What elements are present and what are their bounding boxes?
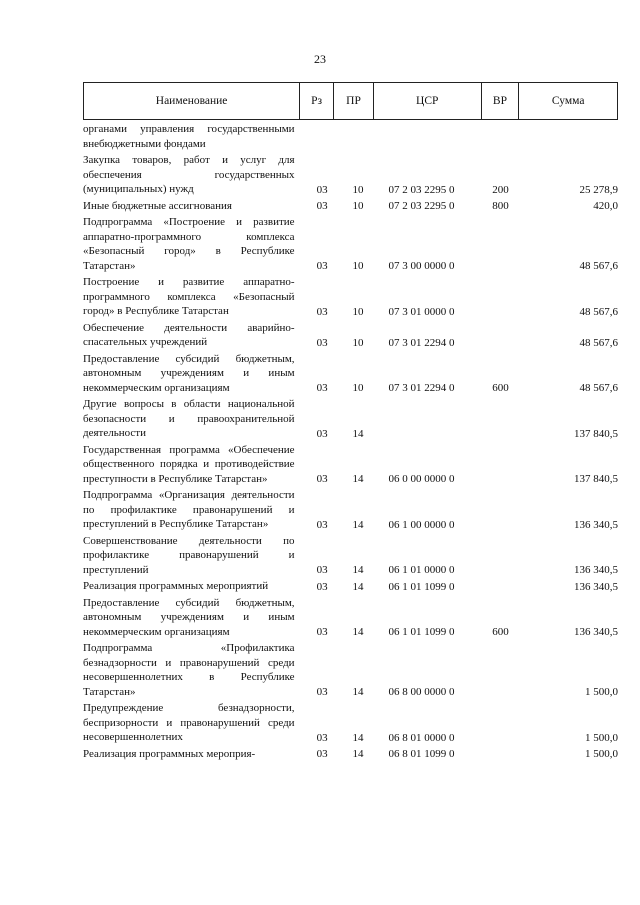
- header-pr: ПР: [334, 83, 374, 119]
- cell-name: Предупреждение безнадзорности, беспризорности и правонарушений среди несовершеннолетних: [83, 702, 295, 743]
- cell-pr: 14: [352, 580, 364, 593]
- cell-sum: 137 840,5: [574, 473, 619, 485]
- cell-rz: 03: [316, 260, 328, 272]
- table-row: [83, 215, 618, 273]
- cell-csr: 07 2 03 2295 0: [388, 200, 455, 212]
- table-row: [83, 701, 618, 745]
- table-row: [83, 199, 618, 214]
- table-row: [83, 579, 618, 594]
- table-row: [83, 352, 618, 396]
- cell-sum: 1 500,0: [585, 686, 619, 698]
- table-row: [83, 122, 618, 151]
- cell-name: Государственная программа «Обеспечение общественного порядка и противодействие преступности в Республике Татарстан»: [83, 443, 295, 485]
- table-body: [83, 120, 618, 761]
- cell-rz: 03: [316, 200, 328, 212]
- cell-vr: 600: [492, 382, 509, 394]
- cell-name: Подпрограмма «Организация деятельности по профилактике правонарушений и преступлений в Республике Татарстан»: [83, 489, 295, 530]
- header-vr: ВР: [482, 83, 520, 119]
- cell-sum: 136 340,5: [574, 518, 619, 531]
- cell-vr: 200: [492, 183, 509, 196]
- cell-rz: 03: [316, 305, 328, 318]
- table-row: [83, 443, 618, 487]
- cell-vr: 600: [492, 626, 509, 638]
- cell-sum: 136 340,5: [574, 626, 619, 638]
- table-row: [83, 153, 618, 197]
- cell-sum: 48 567,6: [579, 336, 619, 349]
- cell-pr: 10: [352, 260, 364, 272]
- cell-csr: 07 3 00 0000 0: [388, 260, 455, 272]
- cell-csr: 06 1 01 0000 0: [388, 564, 455, 576]
- table-header: [83, 82, 618, 120]
- table-row: [83, 596, 618, 640]
- cell-csr: 07 2 03 2295 0: [388, 183, 455, 196]
- cell-vr: 800: [492, 200, 509, 212]
- cell-csr: 06 8 01 1099 0: [388, 748, 455, 760]
- cell-name: Реализация программных мероприятий: [83, 580, 269, 592]
- cell-name: Построение и развитие аппаратно-программного комплекса «Безопасный город» в Республике Татарстан: [83, 276, 295, 317]
- cell-name: Подпрограмма «Построение и развитие аппаратно-программного комплекса «Безопасный город» в Республике Татарстан»: [83, 216, 295, 272]
- cell-name: Другие вопросы в области национальной безопасности и правоохранительной деятельности: [83, 398, 295, 439]
- cell-name: Иные бюджетные ассигнования: [83, 199, 232, 212]
- table-row: [83, 488, 618, 532]
- cell-csr: 07 3 01 2294 0: [388, 382, 455, 394]
- cell-rz: 03: [316, 473, 328, 485]
- cell-rz: 03: [316, 336, 328, 349]
- cell-name: Реализация программных мероприя-: [83, 747, 256, 760]
- cell-pr: 10: [352, 382, 364, 394]
- cell-pr: 14: [352, 427, 364, 440]
- cell-csr: 06 8 00 0000 0: [388, 686, 455, 698]
- cell-name: органами управления государственными внебюджетными фондами: [83, 123, 295, 150]
- cell-sum: 136 340,5: [574, 580, 619, 593]
- cell-csr: 06 1 01 1099 0: [388, 580, 455, 593]
- cell-rz: 03: [316, 731, 328, 744]
- cell-rz: 03: [316, 183, 328, 196]
- cell-csr: 06 1 00 0000 0: [388, 518, 455, 531]
- cell-rz: 03: [316, 564, 328, 576]
- cell-sum: 48 567,6: [579, 305, 619, 318]
- cell-csr: 06 8 01 0000 0: [388, 731, 455, 744]
- header-rz: Рз: [300, 83, 334, 119]
- header-name: Наименование: [84, 83, 300, 119]
- cell-name: Закупка товаров, работ и услуг для обеспечения государственных (муниципальных) нужд: [83, 154, 295, 195]
- table-row: [83, 321, 618, 350]
- table-row: [83, 534, 618, 578]
- cell-pr: 14: [352, 518, 364, 531]
- cell-pr: 14: [352, 686, 364, 698]
- cell-name: Совершенствование деятельности по профилактике правонарушений и преступлений: [83, 534, 295, 576]
- table-row: [83, 397, 618, 441]
- cell-pr: 10: [352, 305, 364, 318]
- cell-pr: 14: [352, 626, 364, 638]
- cell-sum: 1 500,0: [585, 748, 619, 760]
- cell-sum: 1 500,0: [585, 731, 619, 744]
- cell-rz: 03: [316, 382, 328, 394]
- cell-pr: 10: [352, 200, 364, 212]
- cell-name: Предоставление субсидий бюджетным, автономным учреждениям и иным некоммерческим организациям: [83, 352, 295, 394]
- cell-sum: 25 278,9: [579, 183, 619, 196]
- cell-pr: 10: [352, 183, 364, 196]
- cell-name: Обеспечение деятельности аварийно-спасательных учреждений: [83, 321, 295, 348]
- cell-csr: 07 3 01 2294 0: [388, 336, 455, 349]
- cell-rz: 03: [316, 626, 328, 638]
- cell-csr: 07 3 01 0000 0: [388, 305, 455, 318]
- cell-pr: 14: [352, 731, 364, 744]
- cell-csr: 06 0 00 0000 0: [388, 473, 455, 485]
- cell-rz: 03: [316, 686, 328, 698]
- cell-rz: 03: [316, 748, 328, 760]
- cell-pr: 14: [352, 564, 364, 576]
- cell-rz: 03: [316, 518, 328, 531]
- cell-sum: 48 567,6: [579, 260, 619, 272]
- table-row: [83, 641, 618, 699]
- cell-pr: 10: [352, 336, 364, 349]
- cell-sum: 136 340,5: [574, 564, 619, 576]
- cell-rz: 03: [316, 427, 328, 440]
- cell-sum: 420,0: [593, 200, 619, 212]
- header-csr: ЦСР: [374, 83, 482, 119]
- cell-sum: 48 567,6: [579, 382, 619, 394]
- cell-rz: 03: [316, 580, 328, 593]
- cell-pr: 14: [352, 748, 364, 760]
- table-row: [83, 747, 618, 762]
- cell-pr: 14: [352, 473, 364, 485]
- table-row: [83, 275, 618, 319]
- header-sum: Сумма: [551, 95, 585, 107]
- page-number: 23: [314, 52, 326, 66]
- cell-sum: 137 840,5: [574, 427, 619, 440]
- cell-csr: 06 1 01 1099 0: [388, 626, 455, 638]
- cell-name: Подпрограмма «Профилактика безнадзорности и правонарушений среди несовершеннолетних в Республике Татарстан»: [83, 642, 295, 698]
- cell-name: Предоставление субсидий бюджетным, автономным учреждениям и иным некоммерческим организациям: [83, 596, 295, 638]
